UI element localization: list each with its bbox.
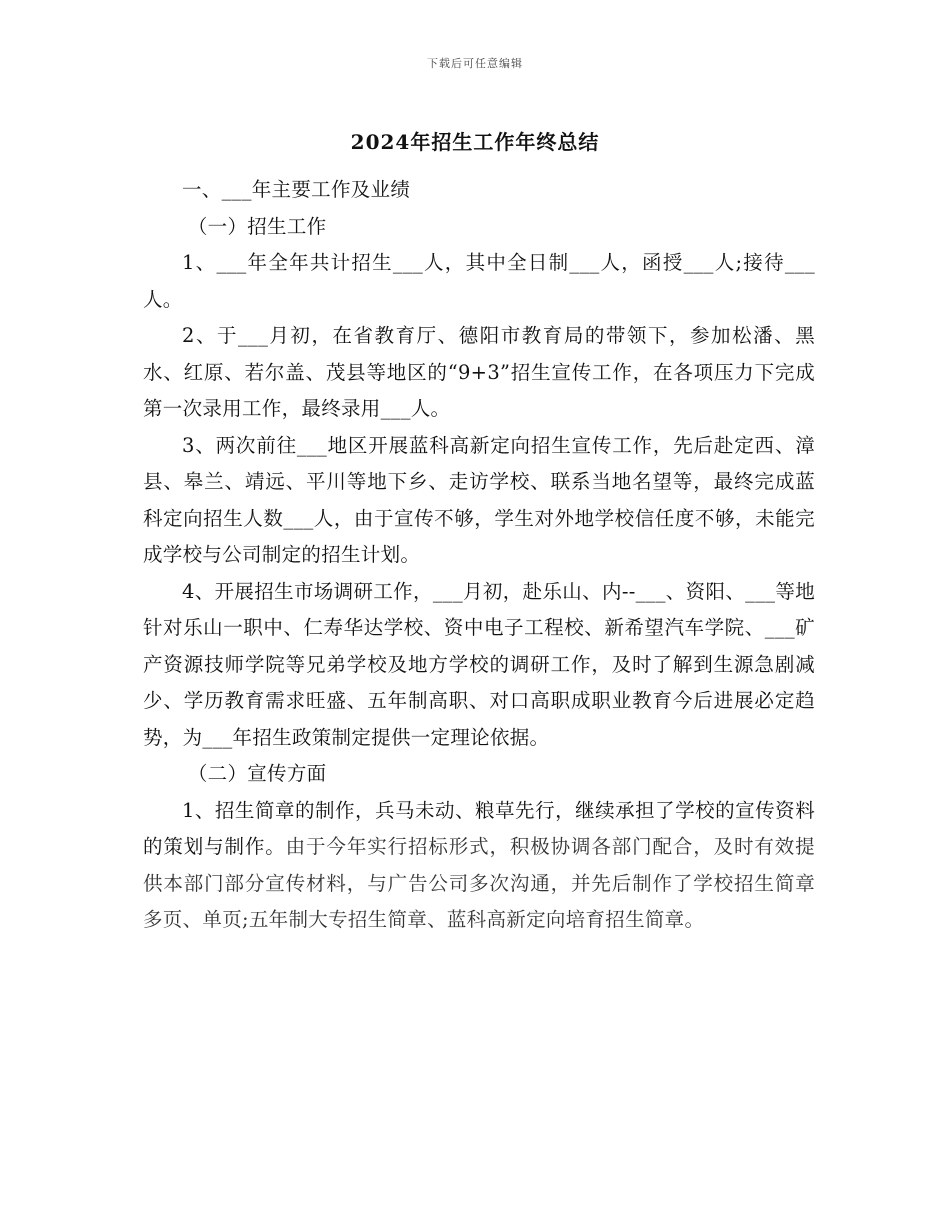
paragraph-item-2: 2、于___月初，在省教育厅、德阳市教育局的带领下，参加松潘、黑水、红原、若尔盖、茂县等地区的“9+3”招生宣传工作，在各项压力下完成第一次录用工作，最终录用___人。 xyxy=(143,324,815,420)
section-heading-1: 一、___年主要工作及业绩 xyxy=(182,178,411,201)
paragraph-item-5 xyxy=(143,793,815,939)
document-title: 2024年招生工作年终总结 xyxy=(350,130,600,154)
paragraph-item-1: 1、___年全年共计招生___人，其中全日制___人，函授___人;接待___人。 xyxy=(143,251,815,311)
subsection-heading-recruitment: （一）招生工作 xyxy=(187,214,327,238)
paragraph-item-5-part2: 由于今年实行招标形式，积极协调各部门配合，及时有效提供本部门部分宣传材料，与广告公司多次沟通，并先后制作了学校招生简章多页、单页;五年制大专招生简章、蓝科高新定向培育招生简章。 xyxy=(143,835,815,931)
subsection-heading-publicity: （二）宣传方面 xyxy=(187,762,327,785)
paragraph-item-4: 4、开展招生市场调研工作，___月初，赴乐山、内--___、资阳、___等地针对乐山一职中、仁寿华达学校、资中电子工程校、新希望汽车学院、___矿产资源技师学院等兄弟学校及地方学校的调研工作，及时了解到生源急剧减少、学历教育需求旺盛、五年制高职、对口高职成职业教育今后进展必定趋势，为___年招生政策制定提供一定理论依据。 xyxy=(143,579,815,749)
header-note: 下载后可任意编辑 xyxy=(427,57,523,70)
document-body xyxy=(143,172,815,939)
paragraph-item-3: 3、两次前往___地区开展蓝科高新定向招生宣传工作，先后赴定西、漳县、皋兰、靖远、平川等地下乡、走访学校、联系当地名望等，最终完成蓝科定向招生人数___人，由于宣传不够，学生对外地学校信任度不够，未能完成学校与公司制定的招生计划。 xyxy=(143,433,815,566)
paragraph-item-5-part1: 1、招生简章的制作，兵马未动、粮草先行，继续承担了学校的宣传资料的策划与制作。 xyxy=(143,798,815,858)
